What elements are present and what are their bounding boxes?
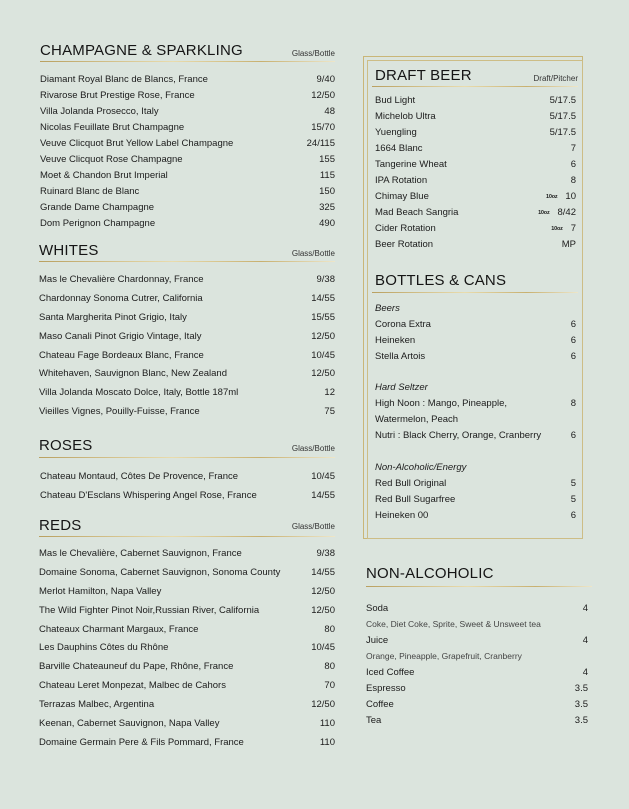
category-label [375, 300, 576, 316]
item-name: Yuengling [375, 126, 417, 138]
item-price: 10/45 [311, 349, 335, 361]
menu-item [40, 184, 335, 200]
menu-item [40, 151, 335, 167]
draft-list [375, 92, 576, 253]
item-name: Chateau Montaud, Côtes De Provence, France [40, 470, 239, 482]
item-price: 14/55 [311, 566, 335, 578]
item-price: 490 [319, 218, 335, 230]
menu-item [375, 427, 576, 443]
reds-header [39, 517, 335, 534]
item-price: 4 [582, 602, 588, 614]
menu-item [39, 289, 335, 308]
item-price: 8/42 [557, 207, 576, 219]
menu-item [40, 467, 335, 486]
menu-item [375, 124, 576, 140]
item-name-line2: Watermelon, Peach [375, 413, 459, 425]
whites-divider [39, 261, 335, 262]
menu-item [366, 712, 588, 728]
menu-item [39, 601, 335, 620]
item-name: Red Bull Original [375, 477, 447, 489]
item-price: 5/17.5 [549, 126, 576, 138]
item-name: Tangerine Wheat [375, 158, 447, 170]
menu-item [375, 316, 576, 332]
item-name: Stella Artois [375, 350, 426, 362]
item-price: 14/55 [311, 292, 335, 304]
item-name: Mad Beach Sangria [375, 207, 459, 219]
item-name: Chardonnay Sonoma Cutrer, California [39, 292, 203, 304]
soda-description: Coke, Diet Coke, Sprite, Sweet & Unsweet tea [366, 619, 541, 629]
item-price: 12/50 [311, 585, 335, 597]
item-price: 80 [324, 623, 335, 635]
menu-item [375, 348, 576, 364]
champagne-subtitle: Glass/Bottle [291, 49, 335, 58]
item-name: High Noon : Mango, Pineapple, [375, 397, 508, 409]
item-price: 12/50 [311, 330, 335, 342]
roses-header [39, 437, 335, 454]
item-name: Veuve Clicquot Brut Yellow Label Champagne [40, 137, 234, 149]
item-price: 4 [582, 666, 588, 678]
reds-divider [39, 536, 335, 537]
item-price: MP [561, 239, 576, 251]
menu-item [39, 308, 335, 327]
champagne-list [40, 71, 335, 232]
item-name: Coffee [366, 698, 394, 710]
item-description [366, 648, 588, 664]
item-name: IPA Rotation [375, 175, 428, 187]
item-price: 80 [324, 661, 335, 673]
menu-item [375, 237, 576, 253]
nonalc-energy-label: Non-Alcoholic/Energy [375, 461, 467, 473]
draft-subtitle: Draft/Pitcher [533, 74, 578, 83]
menu-item [40, 71, 335, 87]
item-price: 9/38 [316, 273, 335, 285]
item-name: Cider Rotation [375, 223, 436, 235]
item-name: Barville Chateauneuf du Pape, Rhône, France [39, 661, 234, 673]
item-name: Corona Extra [375, 318, 431, 330]
draft-title: DRAFT BEER [375, 67, 472, 84]
bottles-header [375, 272, 578, 289]
roses-list [40, 467, 335, 505]
item-name: Iced Coffee [366, 666, 415, 678]
item-price: 7 [570, 223, 576, 235]
menu-item [39, 383, 335, 402]
menu-item [39, 346, 335, 365]
whites-title: WHITES [39, 242, 99, 259]
draft-header [375, 67, 578, 84]
item-price: 12/50 [311, 604, 335, 616]
item-name: Domaine Sonoma, Cabernet Sauvignon, Sonoma County [39, 566, 281, 578]
menu-item [375, 395, 576, 411]
item-name: Grande Dame Champagne [40, 202, 155, 214]
category-label [375, 379, 576, 395]
item-name: Santa Margherita Pinot Grigio, Italy [39, 311, 187, 323]
nonalcoholic-divider [366, 586, 592, 587]
nonalcoholic-title: NON-ALCOHOLIC [366, 565, 494, 582]
item-name: 1664 Blanc [375, 142, 423, 154]
item-name: Chateau Fage Bordeaux Blanc, France [39, 349, 204, 361]
roses-subtitle: Glass/Bottle [291, 444, 335, 453]
menu-item [39, 402, 335, 421]
menu-item-continued [375, 411, 576, 427]
item-price: 14/55 [311, 489, 335, 501]
category-label [375, 459, 576, 475]
item-name: Chimay Blue [375, 191, 429, 203]
item-name: Tea [366, 714, 382, 726]
item-price: 24/115 [306, 137, 335, 149]
item-price: 6 [570, 334, 576, 346]
size-label: 10oz [551, 225, 563, 232]
menu-item [375, 172, 576, 188]
item-price: 7 [570, 142, 576, 154]
item-price: 12/50 [311, 368, 335, 380]
item-price: 9/38 [316, 547, 335, 559]
item-price: 5/17.5 [549, 110, 576, 122]
item-name: Dom Perignon Champagne [40, 218, 156, 230]
item-name: Diamant Royal Blanc de Blancs, France [40, 73, 208, 85]
item-price: 12/50 [311, 89, 335, 101]
roses-title: ROSES [39, 437, 93, 454]
champagne-header [40, 42, 335, 59]
menu-item [375, 475, 576, 491]
menu-item [366, 600, 588, 616]
item-name: Heineken [375, 334, 416, 346]
item-name: Whitehaven, Sauvignon Blanc, New Zealand [39, 368, 228, 380]
size-label: 10oz [545, 193, 558, 200]
item-price: 6 [570, 158, 576, 170]
item-name: Chateaux Charmant Margaux, France [39, 623, 199, 635]
item-name: Maso Canali Pinot Grigio Vintage, Italy [39, 330, 202, 342]
menu-item [39, 563, 335, 582]
menu-item [375, 332, 576, 348]
menu-item [40, 87, 335, 103]
item-name: Beer Rotation [375, 239, 434, 251]
item-price: 6 [570, 429, 576, 441]
item-price: 6 [570, 509, 576, 521]
item-name: Moet & Chandon Brut Imperial [40, 170, 168, 182]
nonalcoholic-list [366, 600, 588, 728]
item-price: 8 [570, 175, 576, 187]
item-price: 48 [324, 105, 335, 117]
menu-item [39, 270, 335, 289]
menu-item [375, 205, 576, 221]
item-name: Chateau D'Esclans Whispering Angel Rose, France [40, 489, 257, 501]
menu-item [39, 676, 335, 695]
menu-item [39, 657, 335, 676]
menu-item [375, 92, 576, 108]
menu-item [375, 156, 576, 172]
item-price: 110 [319, 736, 335, 748]
item-price: 10 [565, 191, 576, 203]
item-price: 15/55 [311, 311, 335, 323]
menu-item [375, 507, 576, 523]
item-price: 5 [570, 493, 576, 505]
menu-item [39, 582, 335, 601]
item-price: 155 [319, 154, 335, 166]
item-price: 9/40 [316, 73, 335, 85]
whites-subtitle: Glass/Bottle [291, 249, 335, 258]
item-name: Nutri : Black Cherry, Orange, Cranberry [375, 429, 542, 441]
item-name: Vieilles Vignes, Pouilly-Fuisse, France [39, 406, 200, 418]
menu-item [39, 638, 335, 657]
menu-item [39, 544, 335, 563]
item-description [366, 616, 588, 632]
item-name: Merlot Hamilton, Napa Valley [39, 585, 162, 597]
item-price: 3.5 [574, 698, 588, 710]
champagne-divider [40, 61, 335, 62]
reds-subtitle: Glass/Bottle [291, 522, 335, 531]
menu-item [40, 200, 335, 216]
item-price: 8 [570, 397, 576, 409]
item-name: Rivarose Brut Prestige Rose, France [40, 89, 195, 101]
item-name: Soda [366, 602, 389, 614]
menu-item [39, 327, 335, 346]
item-price: 75 [324, 406, 335, 418]
size-label: 10oz [538, 209, 550, 216]
item-price: 15/70 [311, 121, 335, 133]
menu-item [40, 103, 335, 119]
champagne-title: CHAMPAGNE & SPARKLING [40, 42, 243, 59]
bottles-title: BOTTLES & CANS [375, 272, 507, 289]
item-name: Villa Jolanda Prosecco, Italy [40, 105, 159, 117]
seltzer-label: Hard Seltzer [375, 381, 428, 393]
menu-item [40, 168, 335, 184]
item-name: Domaine Germain Pere & Fils Pommard, France [39, 736, 244, 748]
menu-item [375, 491, 576, 507]
menu-item [366, 680, 588, 696]
item-name: Keenan, Cabernet Sauvignon, Napa Valley [39, 717, 220, 729]
menu-item [39, 364, 335, 383]
item-name: Chateau Leret Monpezat, Malbec de Cahors [39, 680, 226, 692]
item-price: 6 [570, 350, 576, 362]
nonalcoholic-header [366, 565, 592, 582]
item-name: The Wild Fighter Pinot Noir,Russian River, California [39, 604, 260, 616]
menu-item [40, 216, 335, 232]
roses-divider [39, 457, 335, 458]
item-price: 150 [319, 186, 335, 198]
item-name: Terrazas Malbec, Argentina [39, 699, 155, 711]
menu-item [375, 140, 576, 156]
reds-list [39, 544, 335, 752]
menu-item [40, 119, 335, 135]
item-name: Veuve Clicquot Rose Champagne [40, 154, 183, 166]
whites-list [39, 270, 335, 421]
menu-item [40, 135, 335, 151]
item-name: Mas le Chevalière Chardonnay, France [39, 273, 204, 285]
item-name: Juice [366, 634, 389, 646]
menu-item [366, 696, 588, 712]
menu-item [39, 733, 335, 752]
item-name: Michelob Ultra [375, 110, 436, 122]
whites-header [39, 242, 335, 259]
item-price: 4 [582, 634, 588, 646]
item-price: 12/50 [311, 699, 335, 711]
item-price: 5 [570, 477, 576, 489]
menu-item [40, 486, 335, 505]
item-price: 5/17.5 [549, 94, 576, 106]
draft-divider [372, 86, 578, 87]
item-name: Nicolas Feuillate Brut Champagne [40, 121, 185, 133]
item-name: Ruinard Blanc de Blanc [40, 186, 140, 198]
item-name: Red Bull Sugarfree [375, 493, 456, 505]
item-price: 325 [319, 202, 335, 214]
menu-item [39, 620, 335, 639]
item-price: 6 [570, 318, 576, 330]
bottles-list [375, 300, 576, 523]
juice-description: Orange, Pineapple, Grapefruit, Cranberry [366, 651, 522, 661]
item-name: Villa Jolanda Moscato Dolce, Italy, Bottle 187ml [39, 387, 239, 399]
item-name: Heineken 00 [375, 509, 429, 521]
bottles-divider [372, 292, 578, 293]
item-price: 3.5 [574, 714, 588, 726]
item-price: 110 [319, 717, 335, 729]
item-price: 10/45 [311, 470, 335, 482]
item-price: 12 [324, 387, 335, 399]
item-price: 10/45 [311, 642, 335, 654]
menu-item [375, 189, 576, 205]
menu-item [375, 221, 576, 237]
item-name: Bud Light [375, 94, 416, 106]
item-price: 115 [319, 170, 335, 182]
menu-item [39, 695, 335, 714]
menu-item [366, 632, 588, 648]
item-price: 70 [324, 680, 335, 692]
menu-item [39, 714, 335, 733]
item-price: 3.5 [574, 682, 588, 694]
item-name: Mas le Chevalière, Cabernet Sauvignon, France [39, 547, 242, 559]
menu-item [366, 664, 588, 680]
item-name: Espresso [366, 682, 406, 694]
menu-item [375, 108, 576, 124]
item-name: Les Dauphins Côtes du Rhône [39, 642, 169, 654]
reds-title: REDS [39, 517, 82, 534]
beers-label: Beers [375, 302, 400, 314]
